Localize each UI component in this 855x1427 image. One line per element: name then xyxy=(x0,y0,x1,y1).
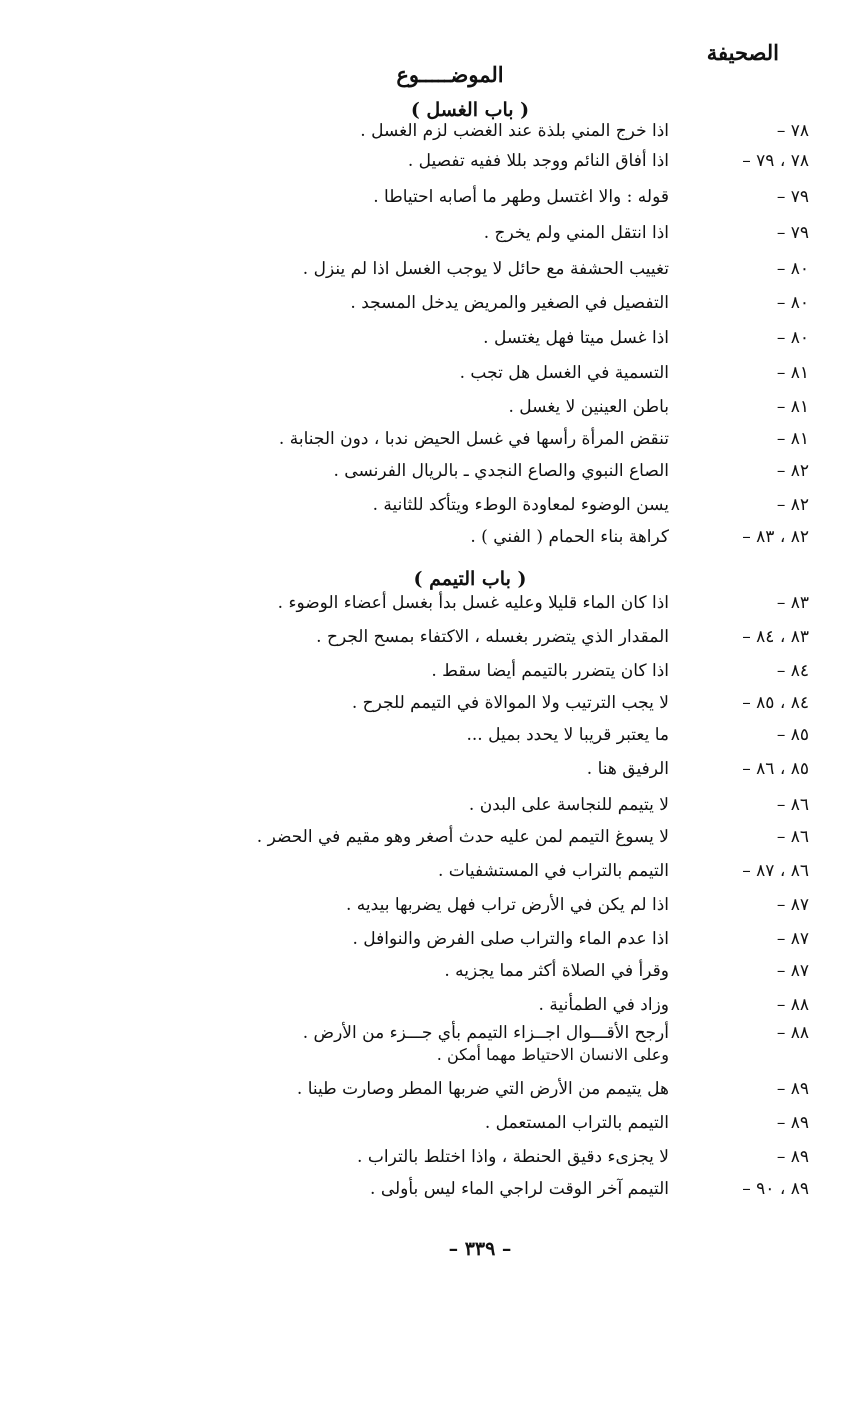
index-entry xyxy=(39,688,809,718)
entry-pages: ٨٢ – xyxy=(776,495,809,515)
index-entry xyxy=(39,656,809,686)
index-entry xyxy=(39,146,809,176)
index-entry xyxy=(39,358,809,388)
index-entry xyxy=(39,924,809,954)
entry-text: لا يجب الترتيب ولا الموالاة في التيمم للجرح . xyxy=(351,693,669,713)
entry-text: يسن الوضوء لمعاودة الوطء ويتأكد للثانية . xyxy=(372,495,669,515)
index-entry xyxy=(39,1074,809,1104)
entry-text: التيمم بالتراب في المستشفيات . xyxy=(437,861,669,881)
entry-pages: ٧٨ ، ٧٩ – xyxy=(742,151,809,171)
entry-text: لا يسوغ التيمم لمن عليه حدث أصغر وهو مقيم في الحضر . xyxy=(256,827,669,847)
entry-pages: ٨٥ ، ٨٦ – xyxy=(742,759,809,779)
entry-text: وزاد في الطمأنية . xyxy=(538,995,669,1015)
entry-text: التفصيل في الصغير والمريض يدخل المسجد . xyxy=(350,293,669,313)
index-entry xyxy=(39,956,809,986)
entry-pages: ٨١ – xyxy=(776,397,809,417)
index-entry xyxy=(39,456,809,486)
index-entry xyxy=(39,720,809,750)
entry-text: الرفيق هنا . xyxy=(586,759,669,779)
entry-pages: ٨٧ – xyxy=(776,929,809,949)
section-title-ghusl: ( باب الغسل ) xyxy=(410,99,530,121)
entry-pages: ٨١ – xyxy=(776,363,809,383)
index-entry xyxy=(39,990,809,1020)
entry-text: التسمية في الغسل هل تجب . xyxy=(459,363,669,383)
index-entry xyxy=(39,522,809,552)
index-entry xyxy=(39,254,809,284)
entry-text-continuation: وعلى الانسان الاحتياط مهما أمكن . xyxy=(436,1045,669,1064)
entry-text: أرجح الأقـــوال اجــزاء التيمم بأي جـــزء من الأرض . xyxy=(302,1023,669,1043)
entry-text: لا يتيمم للنجاسة على البدن . xyxy=(468,795,669,815)
index-entry xyxy=(39,182,809,212)
entry-text: اذا كان يتضرر بالتيمم أيضا سقط . xyxy=(431,661,669,681)
entry-pages: ٨٣ – xyxy=(776,593,809,613)
index-entry xyxy=(39,822,809,852)
index-entry xyxy=(39,1108,809,1138)
entry-pages: ٨٦ ، ٨٧ – xyxy=(742,861,809,881)
entry-text: المقدار الذي يتضرر بغسله ، الاكتفاء بمسح الجرح . xyxy=(316,627,669,647)
entry-pages: ٨٥ – xyxy=(776,725,809,745)
index-entry xyxy=(39,622,809,652)
index-entry xyxy=(39,116,809,146)
entry-text: اذا غسل ميتا فهل يغتسل . xyxy=(483,328,669,348)
entry-pages: ٨٣ ، ٨٤ – xyxy=(742,627,809,647)
entry-pages: ٨٠ – xyxy=(776,328,809,348)
entry-pages: ٧٨ – xyxy=(776,121,809,141)
entry-pages: ٨٩ – xyxy=(776,1113,809,1133)
entry-text: هل يتيمم من الأرض التي ضربها المطر وصارت طينا . xyxy=(296,1079,669,1099)
topic-column-header: الموضـــــوع xyxy=(396,62,504,87)
entry-pages: ٨٤ ، ٨٥ – xyxy=(742,693,809,713)
page-column-header: الصحيفة xyxy=(706,40,779,65)
entry-pages: ٨٢ ، ٨٣ – xyxy=(742,527,809,547)
entry-pages: ٨٠ – xyxy=(776,259,809,279)
entry-pages: ٨٩ ، ٩٠ – xyxy=(742,1179,809,1199)
entry-pages: ٨١ – xyxy=(776,429,809,449)
page-number: – ٣٣٩ – xyxy=(448,1238,512,1260)
index-entry xyxy=(39,218,809,248)
entry-pages: ٨٧ – xyxy=(776,895,809,915)
entry-text: ما يعتبر قريبا لا يحدد بميل ... xyxy=(466,725,669,745)
entry-text: الصاع النبوي والصاع النجدي ـ بالريال الفرنسى . xyxy=(333,461,669,481)
entry-text: اذا عدم الماء والتراب صلى الفرض والنوافل . xyxy=(352,929,669,949)
entry-text: اذا كان الماء قليلا وعليه غسل بدأ بغسل أعضاء الوضوء . xyxy=(277,593,669,613)
entry-pages: ٨٨ – xyxy=(776,1023,809,1043)
entry-pages: ٨٢ – xyxy=(776,461,809,481)
entry-text: كراهة بناء الحمام ( الفني ) . xyxy=(470,527,669,547)
index-entry xyxy=(39,790,809,820)
index-entry xyxy=(39,424,809,454)
entry-text: باطن العينين لا يغسل . xyxy=(508,397,669,417)
entry-text: قوله : والا اغتسل وطهر ما أصابه احتياطا . xyxy=(373,187,669,207)
entry-pages: ٨٤ – xyxy=(776,661,809,681)
index-entry xyxy=(39,1142,809,1172)
entry-text: وقرأ في الصلاة أكثر مما يجزيه . xyxy=(444,961,669,981)
entry-text: التيمم بالتراب المستعمل . xyxy=(484,1113,669,1133)
index-entry xyxy=(39,288,809,318)
entry-pages: ٨٧ – xyxy=(776,961,809,981)
entry-text: التيمم آخر الوقت لراجي الماء ليس بأولى . xyxy=(370,1179,669,1199)
entry-pages: ٨٩ – xyxy=(776,1147,809,1167)
index-entry-multiline xyxy=(39,1018,809,1064)
index-entry xyxy=(39,890,809,920)
entry-text: لا يجزىء دقيق الحنطة ، واذا اختلط بالتراب . xyxy=(357,1147,669,1167)
entry-pages: ٧٩ – xyxy=(776,223,809,243)
entry-pages: ٨٦ – xyxy=(776,827,809,847)
entry-text: اذا انتقل المني ولم يخرج . xyxy=(483,223,669,243)
section-title-tayammum: ( باب التيمم ) xyxy=(413,568,527,590)
entry-text: تغييب الحشفة مع حائل لا يوجب الغسل اذا لم ينزل . xyxy=(302,259,669,279)
entry-text: اذا لم يكن في الأرض تراب فهل يضربها بيديه . xyxy=(346,895,669,915)
index-entry xyxy=(39,392,809,422)
index-entry xyxy=(39,588,809,618)
index-entry xyxy=(39,856,809,886)
entry-pages: ٨٩ – xyxy=(776,1079,809,1099)
index-entry xyxy=(39,1174,809,1204)
entry-pages: ٧٩ – xyxy=(776,187,809,207)
index-entry xyxy=(39,323,809,353)
entry-text: تنقض المرأة رأسها في غسل الحيض ندبا ، دون الجنابة . xyxy=(278,429,669,449)
entry-pages: ٨٠ – xyxy=(776,293,809,313)
entry-pages: ٨٨ – xyxy=(776,995,809,1015)
entry-text: اذا خرج المني بلذة عند الغضب لزم الغسل . xyxy=(360,121,669,141)
index-entry xyxy=(39,754,809,784)
index-entry xyxy=(39,490,809,520)
entry-text: اذا أفاق النائم ووجد بللا ففيه تفصيل . xyxy=(407,151,669,171)
entry-pages: ٨٦ – xyxy=(776,795,809,815)
